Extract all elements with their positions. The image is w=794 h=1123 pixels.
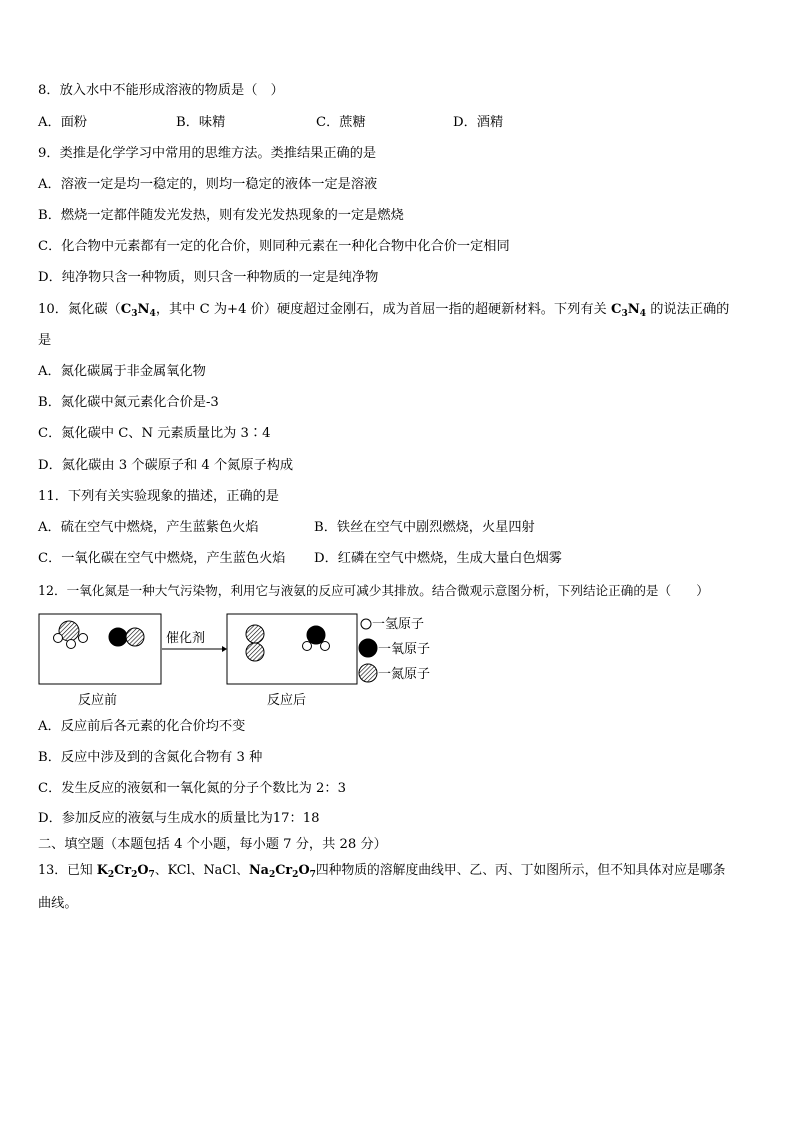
q13-separator: 、KCl、NaCl、 [154, 863, 249, 878]
q10-option-a: A．氮化碳属于非金属氧化物 [38, 364, 206, 379]
q13-stem [38, 862, 725, 884]
catalyst-label: 催化剂 [166, 631, 206, 646]
q9-stem: 9．类推是化学学习中常用的思维方法。类推结果正确的是 [38, 146, 377, 161]
q8-option-d: D．酒精 [453, 115, 504, 130]
formula-c: C [610, 302, 622, 317]
q12-option-c: C．发生反应的液氨和一氧化氮的分子个数比为 2：3 [38, 781, 346, 796]
formula-cr2-sub: 2 [292, 870, 299, 880]
q8-stem: 8．放入水中不能形成溶液的物质是（ ） [38, 83, 284, 98]
legend-nitrogen: 一氮原子 [378, 667, 431, 682]
q11-option-a: A．硫在空气中燃烧，产生蓝紫色火焰 [38, 520, 259, 535]
q11-option-c: C．一氧化碳在空气中燃烧，产生蓝色火焰 [38, 551, 286, 566]
formula-o2: O [298, 863, 310, 878]
q10-stem-part3: 的说法正确的 [650, 302, 730, 317]
q10-stem-part2: ，其中 C 为+4 价）硬度超过金刚石，成为首屈一指的超硬新材料。下列有关 [155, 302, 607, 317]
formula-n-sub: 4 [639, 309, 647, 319]
nitric-oxide-molecule [109, 628, 144, 646]
q9-option-b: B．燃烧一定都伴随发光发热，则有发光发热现象的一定是燃烧 [38, 208, 404, 223]
nitrogen-atom-icon [359, 664, 377, 682]
q8-option-b: B．味精 [176, 115, 226, 130]
formula-o2-sub: 7 [309, 870, 316, 880]
formula-cr-sub: 2 [131, 870, 138, 880]
formula-n: N [137, 302, 150, 317]
ammonia-molecule [54, 621, 88, 649]
q9-option-a: A．溶液一定是均一稳定的，则均一稳定的液体一定是溶液 [38, 177, 378, 192]
formula-k-sub: 2 [107, 870, 115, 880]
formula-n: N [627, 302, 640, 317]
q8-option-c: C．蔗糖 [316, 115, 366, 130]
q12-option-b: B．反应中涉及到的含氮化合物有 3 种 [38, 750, 263, 765]
formula-n-sub: 4 [149, 309, 156, 319]
q13-stem-line2: 曲线。 [38, 896, 78, 911]
before-label: 反应前 [78, 693, 118, 708]
legend-oxygen: 一氧原子 [378, 642, 431, 657]
before-box [39, 614, 161, 684]
formula-cr2: Cr [275, 863, 293, 878]
q10-option-d: D．氮化碳由 3 个碳原子和 4 个氮原子构成 [38, 458, 294, 473]
q8-option-a: A．面粉 [38, 115, 88, 130]
q9-option-d: D．纯净物只含一种物质，则只含一种物质的一定是纯净物 [38, 270, 379, 285]
hydrogen-atom-icon [361, 619, 371, 629]
q10-stem-line2: 是 [38, 333, 52, 348]
formula-c-sub: 3 [621, 309, 628, 319]
formula-k: K [96, 863, 108, 878]
q9-option-c: C．化合物中元素都有一定的化合价，则同种元素在一种化合物中化合价一定相同 [38, 239, 510, 254]
formula-na: Na [248, 863, 269, 878]
reaction-microscopic-diagram [38, 612, 458, 712]
q12-option-a: A．反应前后各元素的化合价均不变 [38, 719, 246, 734]
q11-option-d: D．红磷在空气中燃烧，生成大量白色烟雾 [314, 551, 562, 566]
formula-na-sub: 2 [268, 870, 276, 880]
q10-stem [38, 301, 729, 323]
q11-stem: 11．下列有关实验现象的描述，正确的是 [38, 489, 279, 504]
after-label: 反应后 [267, 693, 307, 708]
section-heading: 二、填空题（本题包括 4 个小题，每小题 7 分，共 28 分） [38, 837, 387, 852]
q13-suffix: 四种物质的溶解度曲线甲、乙、丙、丁如图所示，但不知具体对应是哪条 [315, 863, 726, 878]
formula-o-sub: 7 [148, 870, 155, 880]
q10-option-c: C．氮化碳中 C、N 元素质量比为 3∶4 [38, 426, 271, 441]
arrow-head [222, 646, 227, 652]
water-molecule [303, 626, 330, 651]
q12-stem: 12．一氧化氮是一种大气污染物，利用它与液氨的反应可减少其排放。结合微观示意图分析，下列结论正确的是（ ） [38, 583, 709, 598]
oxygen-atom-icon [359, 639, 377, 657]
formula-o: O [137, 863, 149, 878]
legend-hydrogen: 一氢原子 [372, 617, 425, 632]
q13-prefix: 13．已知 [38, 863, 97, 878]
formula-cr: Cr [114, 863, 132, 878]
q10-option-b: B．氮化碳中氮元素化合价是-3 [38, 395, 219, 410]
nitrogen-molecule [246, 625, 264, 661]
formula-c-sub: 3 [131, 309, 138, 319]
q12-option-d: D．参加反应的液氨与生成水的质量比为17：18 [38, 811, 320, 826]
q11-option-b: B．铁丝在空气中剧烈燃烧，火星四射 [314, 520, 535, 535]
q10-stem-part1: 10．氮化碳（ [38, 302, 121, 317]
formula-c: C [120, 302, 132, 317]
